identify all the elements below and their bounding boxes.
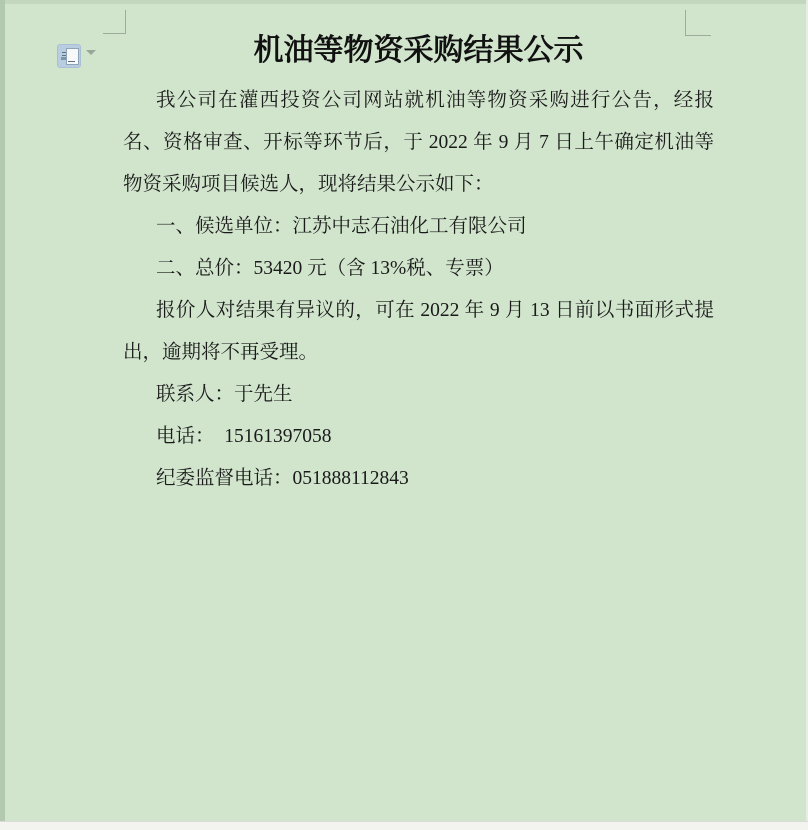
paste-icon-sheet	[66, 48, 79, 65]
paragraph-line: 我公司在灌西投资公司网站就机油等物资采购进行公告，经报	[156, 90, 714, 111]
document-title: 机油等物资采购结果公示	[253, 34, 584, 67]
paragraph-line: 联系人：于先生	[156, 384, 293, 405]
paragraph-line: 纪委监督电话：051888112843	[156, 468, 409, 489]
paragraph-line: 电话： 15161397058	[156, 426, 332, 447]
paste-icon	[68, 61, 75, 62]
paragraph-line: 一、候选单位：江苏中志石油化工有限公司	[156, 216, 527, 237]
status-bar-strip	[0, 821, 808, 830]
paragraph-line: 出，逾期将不再受理。	[123, 342, 319, 363]
paste-options-button[interactable]	[57, 44, 81, 68]
paragraph-line: 报价人对结果有异议的，可在 2022 年 9 月 13 日前以书面形式提	[156, 300, 714, 321]
paragraph-line: 名、资格审查、开标等环节后，于 2022 年 9 月 7 日上午确定机油等	[123, 132, 714, 153]
document-text-area[interactable]	[123, 28, 714, 500]
paragraph-line: 物资采购项目候选人，现将结果公示如下：	[123, 174, 494, 195]
paste-options-dropdown-icon[interactable]	[86, 50, 96, 55]
canvas-edge-top	[0, 0, 808, 4]
canvas-edge-left	[0, 0, 5, 830]
paragraph-line: 二、总价：53420 元（含 13%税、专票）	[156, 258, 504, 279]
